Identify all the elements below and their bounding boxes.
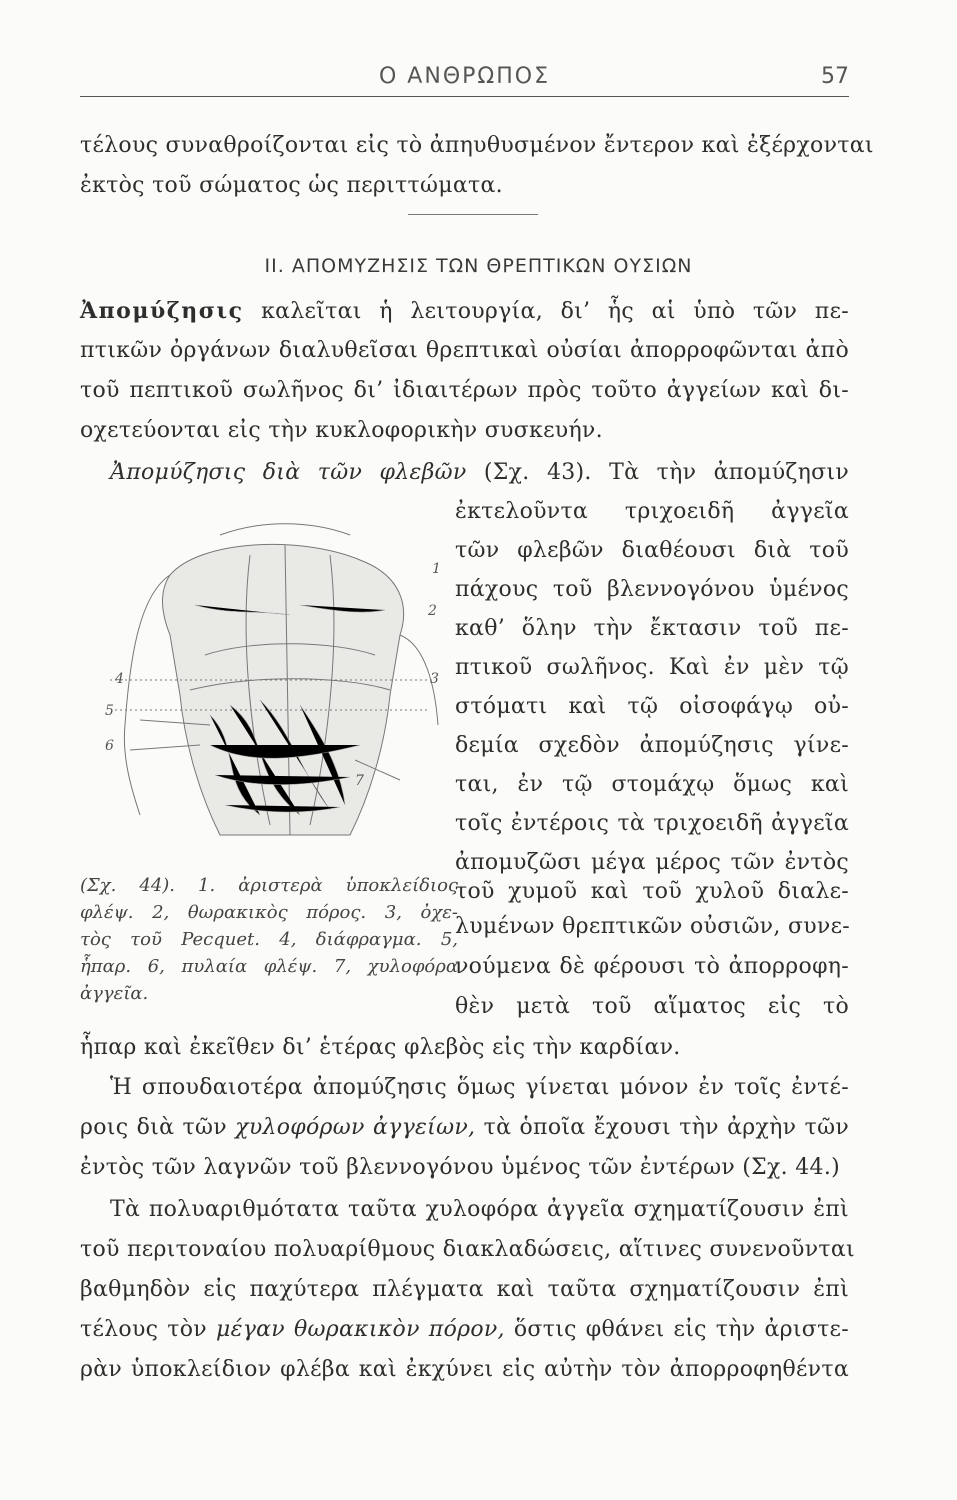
text-line: δεμία σχεδὸν ἀπομύζησις γίνε- xyxy=(455,733,849,758)
anatomical-figure xyxy=(100,515,445,855)
figure-label: 1 xyxy=(432,561,441,577)
page-number: 57 xyxy=(821,64,849,89)
text-line: ἧπαρ καὶ ἐκεῖθεν δι’ ἑτέρας φλεβὸς εἰς τὴν καρδίαν. xyxy=(80,1035,681,1060)
emphasis-span: μέγαν θωρακικὸν πόρον, xyxy=(216,1317,505,1342)
figure-label: 7 xyxy=(355,773,364,789)
figure-label: 3 xyxy=(430,671,439,687)
figure-label: 6 xyxy=(105,738,114,754)
figure-caption-line: φλέψ. 2, θωρακικὸς πόρος. 3, ὀχε- xyxy=(80,902,458,923)
text-line: ἀπομυζῶσι μέγα μέρος τῶν ἐντὸς xyxy=(455,850,849,875)
text-span: ροις διὰ τῶν xyxy=(80,1115,227,1140)
text-span: ὅστις φθάνει εἰς τὴν ἀριστε- xyxy=(513,1317,849,1342)
text-line: Ἡ σπουδαιοτέρα ἀπομύζησις ὅμως γίνεται μόνον ἐν τοῖς ἐντέ- xyxy=(110,1075,849,1100)
text-line: πάχους τοῦ βλεννογόνου ὑμένος xyxy=(455,577,849,602)
text-span: (Σχ. 43). Τὰ τὴν ἀπομύζησιν xyxy=(483,460,849,485)
text-line: νούμενα δὲ φέρουσι τὸ ἀπορροφη- xyxy=(455,954,849,979)
text-line: ἐκτελοῦντα τριχοειδῆ ἀγγεῖα xyxy=(455,499,849,524)
text-line: στόματι καὶ τῷ οἰσοφάγῳ οὐ- xyxy=(455,694,849,719)
text-span: τέλους τὸν xyxy=(80,1317,207,1342)
text-line: τοῖς ἐντέροις τὰ τριχοειδῆ ἀγγεῖα xyxy=(455,811,849,836)
text-line: τοῦ πεπτικοῦ σωλῆνος δι’ ἰδιαιτέρων πρὸς τοῦτο ἀγγείων καὶ δι- xyxy=(80,378,849,403)
figure-label: 5 xyxy=(105,703,114,719)
figure-caption-line: τὸς τοῦ Pecquet. 4, διάφραγμα. 5, xyxy=(80,929,458,950)
section-divider xyxy=(408,214,538,215)
text-line: καθ’ ὅλην τὴν ἔκτασιν τοῦ πε- xyxy=(455,616,849,641)
figure-caption-line: (Σχ. 44). 1. ἀριστερὰ ὑποκλείδιος xyxy=(80,875,458,896)
text-line: τέλους συναθροίζονται εἰς τὸ ἀπηυθυσμένον ἔντερον καὶ ἐξέρχονται xyxy=(80,133,874,158)
text-line: θὲν μετὰ τοῦ αἵματος εἰς τὸ xyxy=(455,994,849,1019)
running-title: Ο ΑΝΘΡΩΠΟΣ xyxy=(379,64,550,89)
page-header xyxy=(80,56,849,97)
text-line: τοῦ χυμοῦ καὶ τοῦ χυλοῦ διαλε- xyxy=(455,879,849,904)
text-line: ρὰν ὑποκλείδιον φλέβα καὶ ἐκχύνει εἰς αὐτὴν τὸν ἀπορροφηθέντα xyxy=(80,1357,849,1382)
text-line: ἐκτὸς τοῦ σώματος ὡς περιττώματα. xyxy=(80,173,503,198)
text-line: πτικοῦ σωλῆνος. Καὶ ἐν μὲν τῷ xyxy=(455,655,849,680)
text-line xyxy=(80,458,849,488)
text-line: ται, ἐν τῷ στομάχῳ ὅμως καὶ xyxy=(455,772,849,797)
subsection-title: Ἀπομύζησις διὰ τῶν φλεβῶν xyxy=(110,460,467,485)
text-line: πτικῶν ὀργάνων διαλυθεῖσαι θρεπτικαὶ οὐσίαι ἀπορροφῶνται ἀπὸ xyxy=(80,338,849,363)
defined-term: Ἀπομύζησις xyxy=(80,298,244,324)
text-span: καλεῖται ἡ λειτουργία, δι’ ἧς αἱ ὑπὸ τῶν πε- xyxy=(261,299,849,324)
text-line xyxy=(80,296,849,327)
text-line: Τὰ πολυαριθμότατα ταῦτα χυλοφόρα ἀγγεῖα σχηματίζουσιν ἐπὶ xyxy=(110,1197,849,1222)
text-line: ἐντὸς τῶν λαγνῶν τοῦ βλεννογόνου ὑμένος τῶν ἐντέρων (Σχ. 44.) xyxy=(80,1155,841,1180)
figure-caption-line: ἀγγεῖα. xyxy=(80,983,149,1004)
text-line: τοῦ περιτοναίου πολυαρίθμους διακλαδώσεις, αἵτινες συνενοῦνται xyxy=(80,1237,855,1262)
text-span: τὰ ὁποῖα ἔχουσι τὴν ἀρχὴν τῶν xyxy=(483,1115,849,1140)
text-line xyxy=(80,1315,849,1345)
text-line xyxy=(80,1113,849,1143)
emphasis-span: χυλοφόρων ἀγγείων, xyxy=(235,1115,476,1140)
figure-caption-line: ἧπαρ. 6, πυλαία φλέψ. 7, χυλοφόρα xyxy=(80,956,458,977)
text-line: λυμένων θρεπτικῶν οὐσιῶν, συνε- xyxy=(455,914,851,939)
section-heading: II. ΑΠΟΜΥΖΗΣΙΣ ΤΩΝ ΘΡΕΠΤΙΚΩΝ ΟΥΣΙΩΝ xyxy=(264,255,693,277)
text-line: βαθμηδὸν εἰς παχύτερα πλέγματα καὶ ταῦτα σχηματίζουσιν ἐπὶ xyxy=(80,1277,849,1302)
figure-label: 2 xyxy=(428,603,437,619)
figure-label: 4 xyxy=(115,671,124,687)
text-line: τῶν φλεβῶν διαθέουσι διὰ τοῦ xyxy=(455,538,849,563)
text-line: οχετεύονται εἰς τὴν κυκλοφορικὴν συσκευήν. xyxy=(80,418,603,443)
